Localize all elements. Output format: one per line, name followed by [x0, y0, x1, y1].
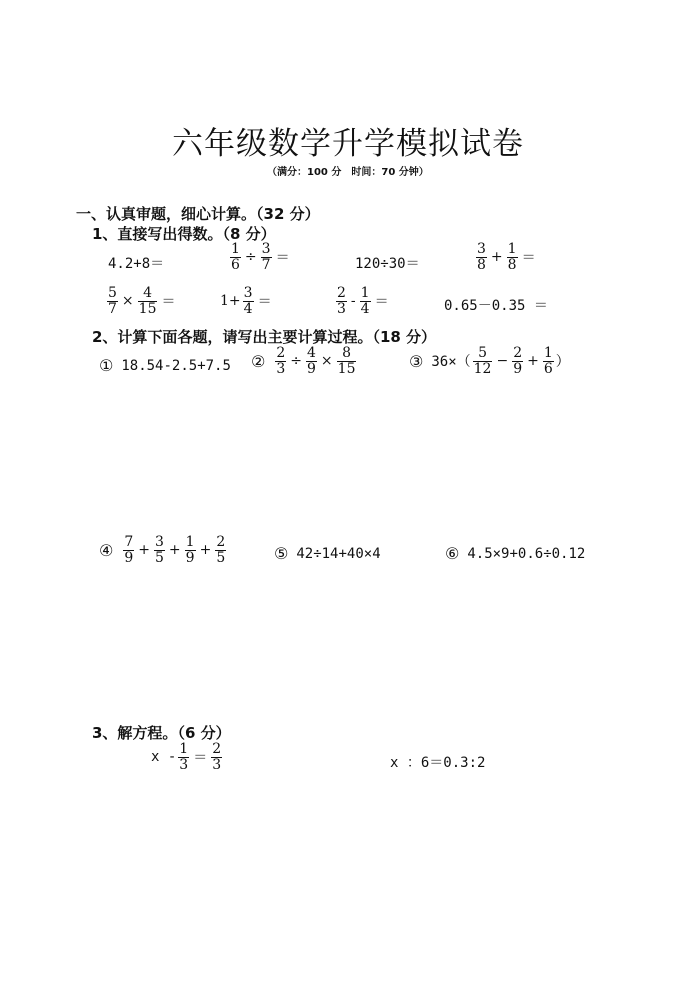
- denominator: 8: [507, 256, 517, 273]
- fraction: [275, 346, 286, 376]
- q1-item-g: [334, 286, 391, 316]
- expression: 18.54-2.5+7.5: [121, 357, 231, 374]
- numerator: 2: [337, 285, 346, 301]
- equals-sign: ＝: [521, 250, 536, 267]
- fraction: [473, 346, 493, 376]
- page-subtitle: （满分：100 分 时间：70 分钟）: [267, 167, 429, 178]
- numerator: 2: [216, 534, 226, 550]
- item-marker: ⑥: [445, 544, 460, 563]
- numerator: 1: [360, 285, 370, 301]
- fraction: [230, 242, 241, 272]
- equals-sign: ＝: [275, 250, 290, 267]
- q1-item-h: 0.65－0.35 ＝: [444, 298, 548, 314]
- numerator: 1: [185, 534, 195, 550]
- operator: +: [490, 249, 503, 266]
- fraction: [476, 242, 487, 272]
- denominator: 3: [276, 360, 286, 377]
- numerator: 3: [155, 534, 164, 550]
- fraction: [543, 346, 554, 376]
- q1-item-e: [105, 286, 177, 316]
- operator: ×: [320, 353, 333, 370]
- fraction: [507, 242, 518, 272]
- numerator: 5: [108, 285, 117, 301]
- q1-item-f: [220, 286, 274, 316]
- numerator: 2: [212, 741, 222, 757]
- denominator: 15: [138, 300, 157, 317]
- fraction: [123, 535, 134, 565]
- numerator: 8: [342, 345, 352, 361]
- equals-sign: ＝: [257, 294, 272, 311]
- denominator: 5: [155, 549, 164, 566]
- question-2-heading: 2、计算下面各题，请写出主要计算过程。（18 分）: [92, 328, 437, 346]
- operator: +: [199, 542, 212, 559]
- q1-item-a: 4.2+8＝: [108, 256, 165, 272]
- numerator: 3: [477, 241, 486, 257]
- fraction: [337, 346, 357, 376]
- q3-equation-b: x ：6＝0.3:2: [390, 755, 486, 771]
- numerator: 5: [478, 345, 488, 361]
- numerator: 1: [507, 241, 517, 257]
- fraction: [243, 286, 254, 316]
- fraction: [360, 286, 371, 316]
- denominator: 6: [543, 360, 553, 377]
- q2-item-4: [99, 535, 228, 565]
- q2-item-6: [445, 544, 585, 563]
- fraction: [107, 286, 118, 316]
- operator: +: [168, 542, 181, 559]
- page-title: 六年级数学升学模拟试卷: [172, 126, 524, 162]
- denominator: 7: [108, 300, 117, 317]
- fraction: [178, 742, 189, 772]
- operator: ÷: [290, 353, 302, 370]
- numerator: 4: [307, 345, 316, 361]
- expression-prefix: 36×（: [431, 354, 471, 371]
- fraction: [138, 286, 158, 316]
- question-3-heading: 3、解方程。（6 分）: [92, 724, 231, 742]
- section-heading: 一、认真审题，细心计算。（32 分）: [76, 205, 320, 223]
- denominator: 9: [185, 549, 195, 566]
- denominator: 15: [337, 360, 356, 377]
- operator: ×: [121, 293, 134, 310]
- question-1-heading: 1、直接写出得数。（8 分）: [92, 225, 276, 243]
- denominator: 3: [212, 756, 222, 773]
- operator: +: [138, 542, 150, 559]
- denominator: 4: [243, 300, 253, 317]
- fraction: [154, 535, 165, 565]
- fraction: [306, 346, 317, 376]
- item-marker: ②: [251, 351, 266, 371]
- numerator: 2: [513, 345, 523, 361]
- item-marker: ③: [409, 351, 424, 371]
- item-marker: ⑤: [274, 544, 289, 563]
- q2-item-5: [274, 544, 381, 563]
- denominator: 6: [231, 256, 240, 273]
- denominator: 4: [360, 300, 370, 317]
- denominator: 12: [473, 360, 492, 377]
- operator: ÷: [244, 249, 257, 266]
- equation-variable: x -: [151, 749, 177, 766]
- q3-equation-a: [151, 742, 224, 772]
- expression: 42÷14+40×4: [296, 545, 381, 562]
- numerator: 1: [179, 741, 189, 757]
- denominator: 5: [216, 549, 226, 566]
- equals-sign: ＝: [374, 294, 389, 311]
- q2-item-1: [99, 356, 231, 375]
- fraction: [261, 242, 272, 272]
- expression: 4.5×9+0.6÷0.12: [467, 545, 586, 562]
- numerator: 3: [243, 285, 253, 301]
- numerator: 1: [543, 345, 553, 361]
- q2-item-2: [251, 346, 358, 376]
- denominator: 7: [261, 256, 271, 273]
- equals-sign: ＝: [193, 750, 208, 767]
- fraction: [336, 286, 347, 316]
- numerator: 3: [261, 241, 271, 257]
- item-marker: ④: [99, 540, 114, 560]
- denominator: 3: [337, 300, 346, 317]
- denominator: 9: [124, 549, 134, 566]
- fraction: [215, 535, 226, 565]
- q2-item-3: [409, 346, 570, 376]
- expression-suffix: ）: [555, 354, 570, 371]
- q1-item-b: [228, 242, 292, 272]
- q1-item-d: [474, 242, 538, 272]
- denominator: 9: [307, 360, 316, 377]
- denominator: 8: [477, 256, 486, 273]
- numerator: 2: [276, 345, 286, 361]
- denominator: 9: [513, 360, 523, 377]
- operator: +: [527, 353, 539, 370]
- fraction: [211, 742, 222, 772]
- fraction: [512, 346, 523, 376]
- numerator: 7: [124, 534, 134, 550]
- q1-item-c: 120÷30＝: [355, 256, 420, 272]
- fraction: [185, 535, 196, 565]
- whole-number: 1+: [220, 293, 241, 310]
- denominator: 3: [179, 756, 189, 773]
- numerator: 4: [143, 285, 153, 301]
- item-marker: ①: [99, 356, 114, 375]
- operator: −: [496, 353, 509, 370]
- operator: -: [350, 293, 356, 310]
- equals-sign: ＝: [161, 294, 176, 311]
- numerator: 1: [231, 241, 240, 257]
